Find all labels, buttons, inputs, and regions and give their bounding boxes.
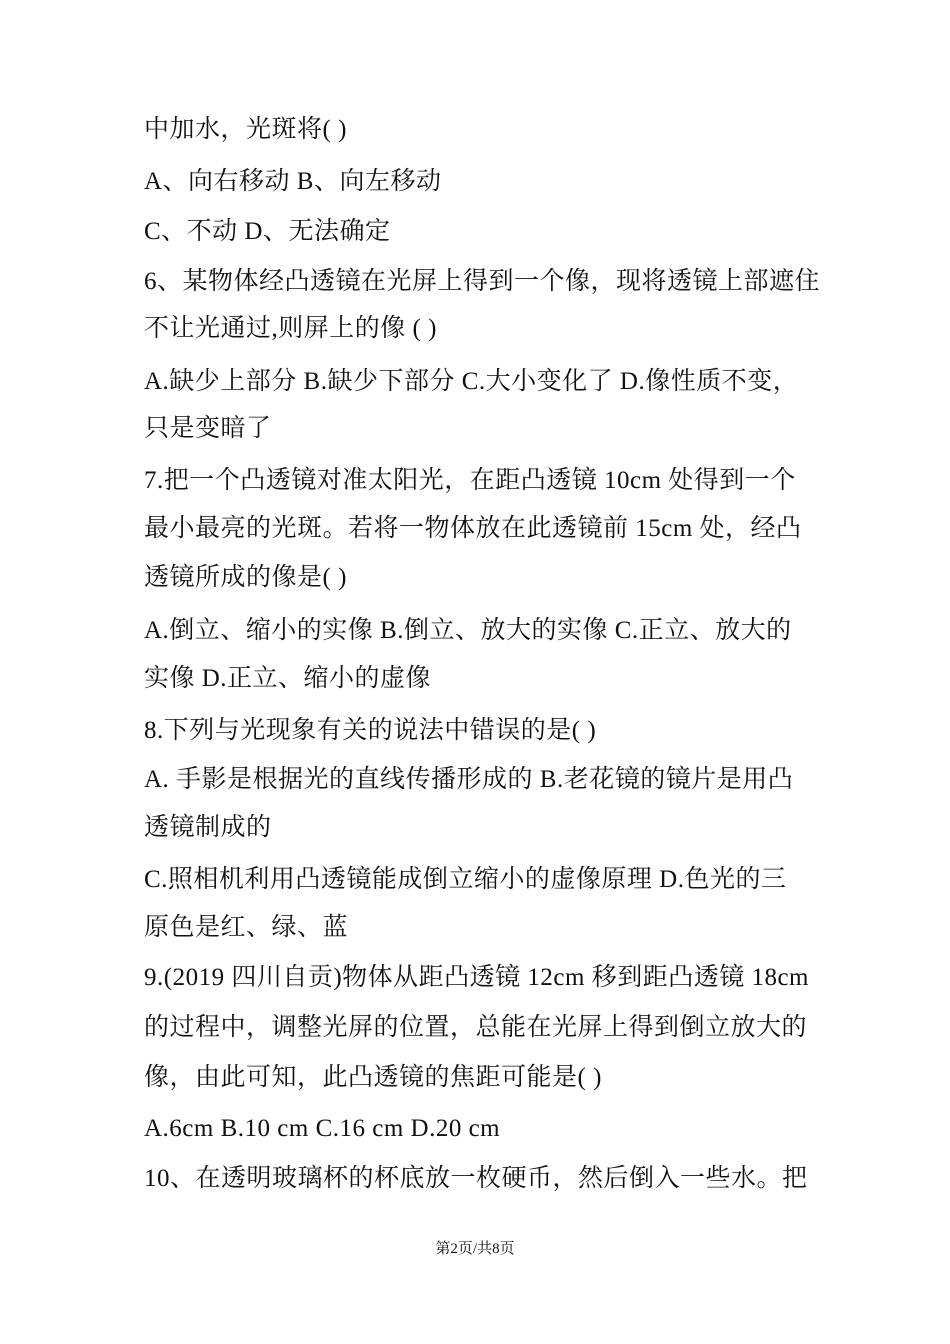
text-line: 透镜所成的像是( ) (144, 564, 347, 591)
question-9-line: 9.(2019 四川自贡)物体从距凸透镜 12cm 移到距凸透镜 18cm (144, 964, 809, 991)
option-line: 只是变暗了 (144, 415, 272, 442)
text-line: 不让光通过,则屏上的像 ( ) (144, 315, 437, 342)
question-7-line: 7.把一个凸透镜对准太阳光，在距凸透镜 10cm 处得到一个 (144, 467, 796, 494)
option-line: 实像 D.正立、缩小的虚像 (144, 665, 432, 692)
option-line: C、不动 D、无法确定 (144, 218, 391, 245)
question-6-line: 6、某物体经凸透镜在光屏上得到一个像，现将透镜上部遮住 (144, 268, 821, 295)
option-line: A.倒立、缩小的实像 B.倒立、放大的实像 C.正立、放大的 (144, 617, 792, 644)
question-8-line: 8.下列与光现象有关的说法中错误的是( ) (144, 717, 597, 744)
option-line: 原色是红、绿、蓝 (144, 914, 349, 941)
option-line: C.照相机利用凸透镜能成倒立缩小的虚像原理 D.色光的三 (144, 866, 787, 893)
option-line: A.6cm B.10 cm C.16 cm D.20 cm (144, 1115, 501, 1142)
option-line: A. 手影是根据光的直线传播形成的 B.老花镜的镜片是用凸 (144, 766, 794, 793)
option-line: A、向右移动 B、向左移动 (144, 168, 442, 195)
option-line: 透镜制成的 (144, 814, 272, 841)
text-line: 像，由此可知，此凸透镜的焦距可能是( ) (144, 1064, 602, 1091)
text-line: 最小最亮的光斑。若将一物体放在此透镜前 15cm 处，经凸 (144, 515, 802, 542)
page-number-footer: 第2页/共8页 (435, 1241, 515, 1257)
question-10-line: 10、在透明玻璃杯的杯底放一枚硬币，然后倒入一些水。把 (144, 1165, 808, 1192)
text-line: 中加水，光斑将( ) (144, 116, 347, 143)
text-line: 的过程中，调整光屏的位置，总能在光屏上得到倒立放大的 (144, 1014, 808, 1041)
option-line: A.缺少上部分 B.缺少下部分 C.大小变化了 D.像性质不变， (144, 368, 799, 395)
